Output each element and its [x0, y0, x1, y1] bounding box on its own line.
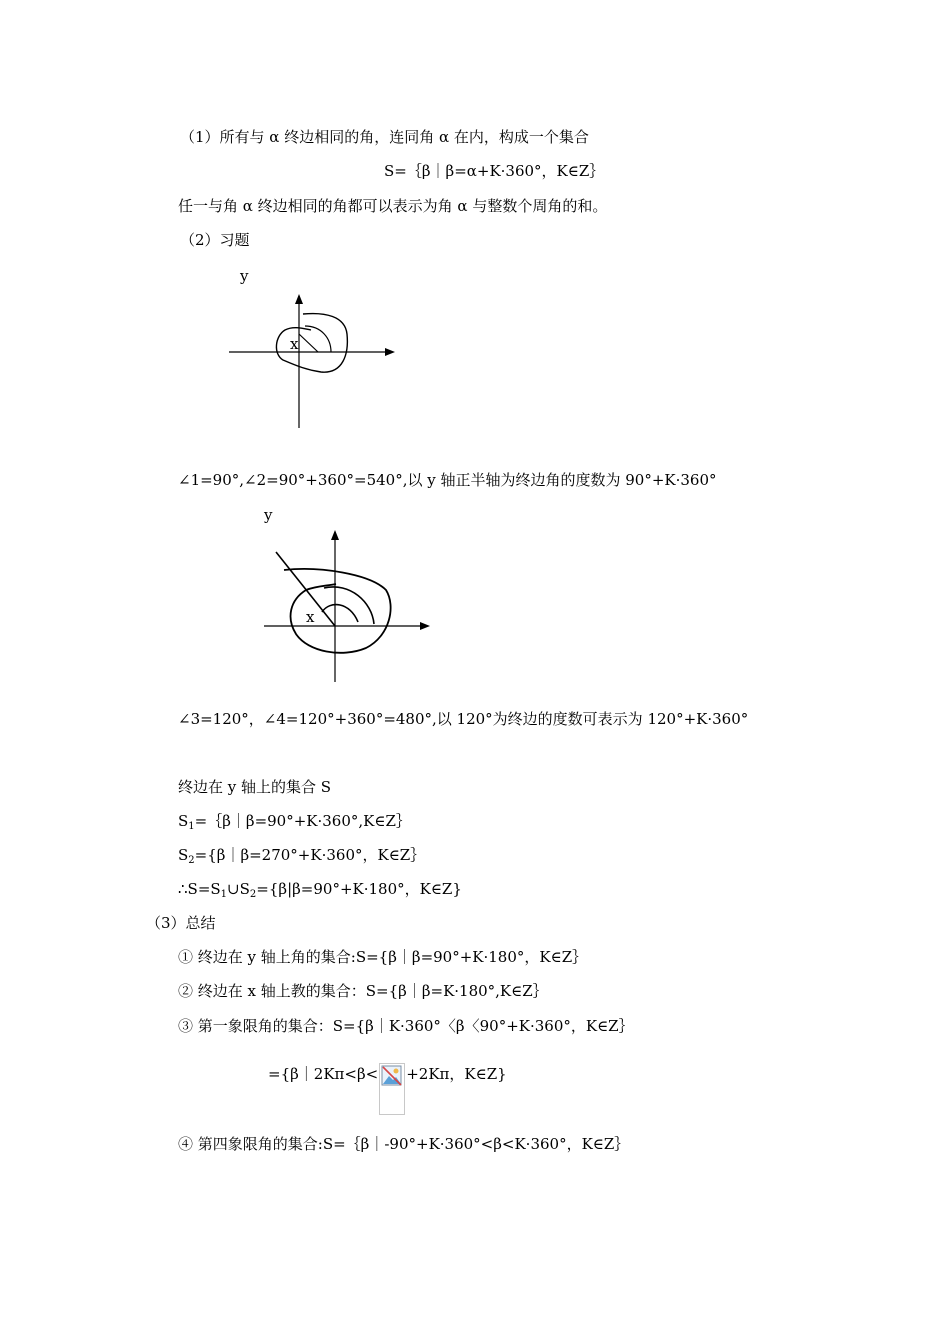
section3-heading: （3）总结	[146, 914, 216, 932]
figure2-x-label: x	[306, 608, 315, 626]
section1-formula: S=｛β｜β=α+K·360°，K∈Z｝	[384, 162, 605, 180]
yaxis-set-title: 终边在 y 轴上的集合 S	[178, 778, 332, 796]
broken-image-icon	[379, 1063, 405, 1115]
summary-item-1: ① 终边在 y 轴上角的集合:S={β｜β=90°+K·180°，K∈Z｝	[178, 948, 588, 966]
summary-item-4: ④ 第四象限角的集合:S=｛β｜-90°+K·360°<β<K·360°，K∈Z｝	[178, 1135, 630, 1153]
section1-heading: （1）所有与 α 终边相同的角，连同角 α 在内，构成一个集合	[180, 128, 589, 146]
set-s2: $S_2=\{\beta|\beta=270^\circ+K\cdot 360^\circ$，K∈Z｝	[178, 846, 426, 866]
figure1-x-label: x	[290, 335, 299, 353]
section2-line1: ∠1=90°,∠2=90°+360°=540°,以 y 轴正半轴为终边角的度数为 90°+K·360°	[178, 471, 717, 489]
figure1-y-label: y	[240, 267, 249, 285]
section1-note: 任一与角 α 终边相同的角都可以表示为角 α 与整数个周角的和。	[178, 197, 608, 215]
summary-item-2: ② 终边在 x 轴上教的集合：S={β｜β=K·180°,K∈Z｝	[178, 982, 548, 1000]
summary-item-3-radian: ={β｜2Kπ<β< +2Kπ，K∈Z}	[268, 1063, 507, 1115]
figure1-diagram	[225, 290, 405, 440]
set-union: $\therefore S=S_1\cup S_2=\{\beta|\beta=90^\circ+K\cdot 180^\circ$，K∈Z}	[178, 880, 462, 900]
section2-line2: ∠3=120°，∠4=120°+360°=480°,以 120°为终边的度数可表示为 120°+K·360°	[178, 710, 749, 728]
figure2-diagram	[260, 526, 450, 696]
section2-heading: （2）习题	[180, 231, 250, 249]
figure2-y-label: y	[264, 506, 273, 524]
set-s1: $S_1=\{\beta|\beta=90^\circ+K\cdot 360^\circ,K\in Z\}$	[178, 812, 411, 832]
summary-item-3: ③ 第一象限角的集合：S={β｜K·360°〈β〈90°+K·360°，K∈Z｝	[178, 1017, 634, 1035]
